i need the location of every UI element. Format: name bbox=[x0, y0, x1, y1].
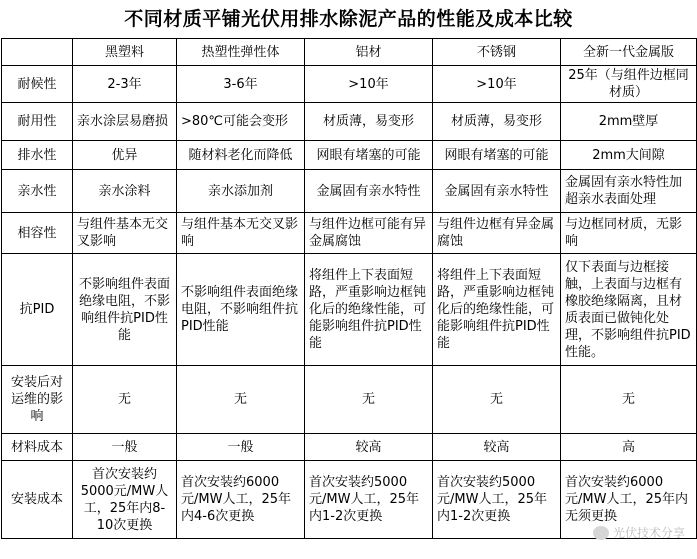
header-new-metal: 全新一代金属版 bbox=[561, 39, 697, 66]
table-cell: 一般 bbox=[73, 434, 177, 461]
header-black-plastic: 黑塑料 bbox=[73, 39, 177, 66]
wechat-icon bbox=[593, 526, 609, 540]
table-cell: 较高 bbox=[433, 434, 561, 461]
table-cell: 金属固有亲水特性加超亲水表面处理 bbox=[561, 170, 697, 213]
table-cell: >10年 bbox=[433, 66, 561, 103]
table-cell: >10年 bbox=[305, 66, 433, 103]
table-cell: 首次安装约5000元/MW人工，25年内1-2次更换 bbox=[433, 461, 561, 539]
table-cell: 一般 bbox=[177, 434, 305, 461]
table-cell: 网眼有堵塞的可能 bbox=[305, 141, 433, 170]
table-cell: 与组件边框可能有异金属腐蚀 bbox=[305, 213, 433, 254]
page-title: 不同材质平铺光伏用排水除泥产品的性能及成本比较 bbox=[124, 8, 573, 30]
table-cell: 首次安装约6000元/MW人工，25年内无须更换 bbox=[561, 461, 697, 539]
table-row bbox=[2, 366, 697, 434]
table-cell: 3-6年 bbox=[177, 66, 305, 103]
table-cell: >80℃可能会变形 bbox=[177, 103, 305, 141]
row-label: 亲水性 bbox=[2, 170, 73, 213]
table-cell: 与组件边框有异金属腐蚀 bbox=[433, 213, 561, 254]
table-cell: 网眼有堵塞的可能 bbox=[433, 141, 561, 170]
table-cell: 随材料老化而降低 bbox=[177, 141, 305, 170]
table-cell: 无 bbox=[433, 366, 561, 434]
comparison-table bbox=[1, 38, 697, 539]
table-row bbox=[2, 141, 697, 170]
table-cell: 亲水涂料 bbox=[73, 170, 177, 213]
header-tpe: 热塑性弹性体 bbox=[177, 39, 305, 66]
watermark bbox=[593, 524, 685, 541]
table-row bbox=[2, 434, 697, 461]
table-cell: 金属固有亲水特性 bbox=[305, 170, 433, 213]
table-row bbox=[2, 170, 697, 213]
table-cell: 无 bbox=[561, 366, 697, 434]
table-row bbox=[2, 103, 697, 141]
row-label: 耐候性 bbox=[2, 66, 73, 103]
row-label: 相容性 bbox=[2, 213, 73, 254]
row-label: 耐用性 bbox=[2, 103, 73, 141]
table-cell: 亲水涂层易磨损 bbox=[73, 103, 177, 141]
table-cell: 与组件基本无交叉影响 bbox=[177, 213, 305, 254]
table-cell: 金属固有亲水特性 bbox=[433, 170, 561, 213]
row-label: 安装成本 bbox=[2, 461, 73, 539]
table-cell: 不影响组件表面绝缘电阻，不影响组件抗PID性能 bbox=[177, 254, 305, 366]
row-label: 安装后对运维的影响 bbox=[2, 366, 73, 434]
header-stainless-steel: 不锈钢 bbox=[433, 39, 561, 66]
table-cell: 材质薄，易变形 bbox=[305, 103, 433, 141]
table-cell: 无 bbox=[177, 366, 305, 434]
table-cell: 2mm壁厚 bbox=[561, 103, 697, 141]
table-cell: 仅下表面与边框接触，上表面与边框有橡胶绝缘隔离，且材质表面已做钝化处理，不影响组件抗PID性能。 bbox=[561, 254, 697, 366]
header-aluminum: 铝材 bbox=[305, 39, 433, 66]
table-cell: 将组件上下表面短路，严重影响边框钝化后的绝缘性能，可能影响组件抗PID性能 bbox=[433, 254, 561, 366]
row-label: 排水性 bbox=[2, 141, 73, 170]
table-row bbox=[2, 213, 697, 254]
table-row bbox=[2, 66, 697, 103]
table-cell: 首次安装约6000元/MW人工，25年内4-6次更换 bbox=[177, 461, 305, 539]
table-cell: 亲水添加剂 bbox=[177, 170, 305, 213]
table-cell: 不影响组件表面绝缘电阻，不影响组件抗PID性能 bbox=[73, 254, 177, 366]
table-cell: 与组件基本无交叉影响 bbox=[73, 213, 177, 254]
table-cell: 2mm大间隙 bbox=[561, 141, 697, 170]
table-cell: 优异 bbox=[73, 141, 177, 170]
table-cell: 与边框同材质，无影响 bbox=[561, 213, 697, 254]
table-cell: 将组件上下表面短路，严重影响边框钝化后的绝缘性能，可能影响组件抗PID性能 bbox=[305, 254, 433, 366]
table-cell: 较高 bbox=[305, 434, 433, 461]
table-cell: 无 bbox=[73, 366, 177, 434]
table-cell: 25年（与组件边框同材质） bbox=[561, 66, 697, 103]
row-label: 材料成本 bbox=[2, 434, 73, 461]
table-cell: 首次安装约5000元/MW人工，25年内8-10次更换 bbox=[73, 461, 177, 539]
table-cell: 2-3年 bbox=[73, 66, 177, 103]
table-cell: 首次安装约5000元/MW人工，25年内1-2次更换 bbox=[305, 461, 433, 539]
table-row bbox=[2, 254, 697, 366]
table-cell: 高 bbox=[561, 434, 697, 461]
watermark-text: 光伏技术分享 bbox=[612, 526, 685, 540]
row-label: 抗PID bbox=[2, 254, 73, 366]
header-row bbox=[2, 39, 697, 66]
table-cell: 无 bbox=[305, 366, 433, 434]
table-cell: 材质薄，易变形 bbox=[433, 103, 561, 141]
header-corner bbox=[2, 39, 73, 66]
